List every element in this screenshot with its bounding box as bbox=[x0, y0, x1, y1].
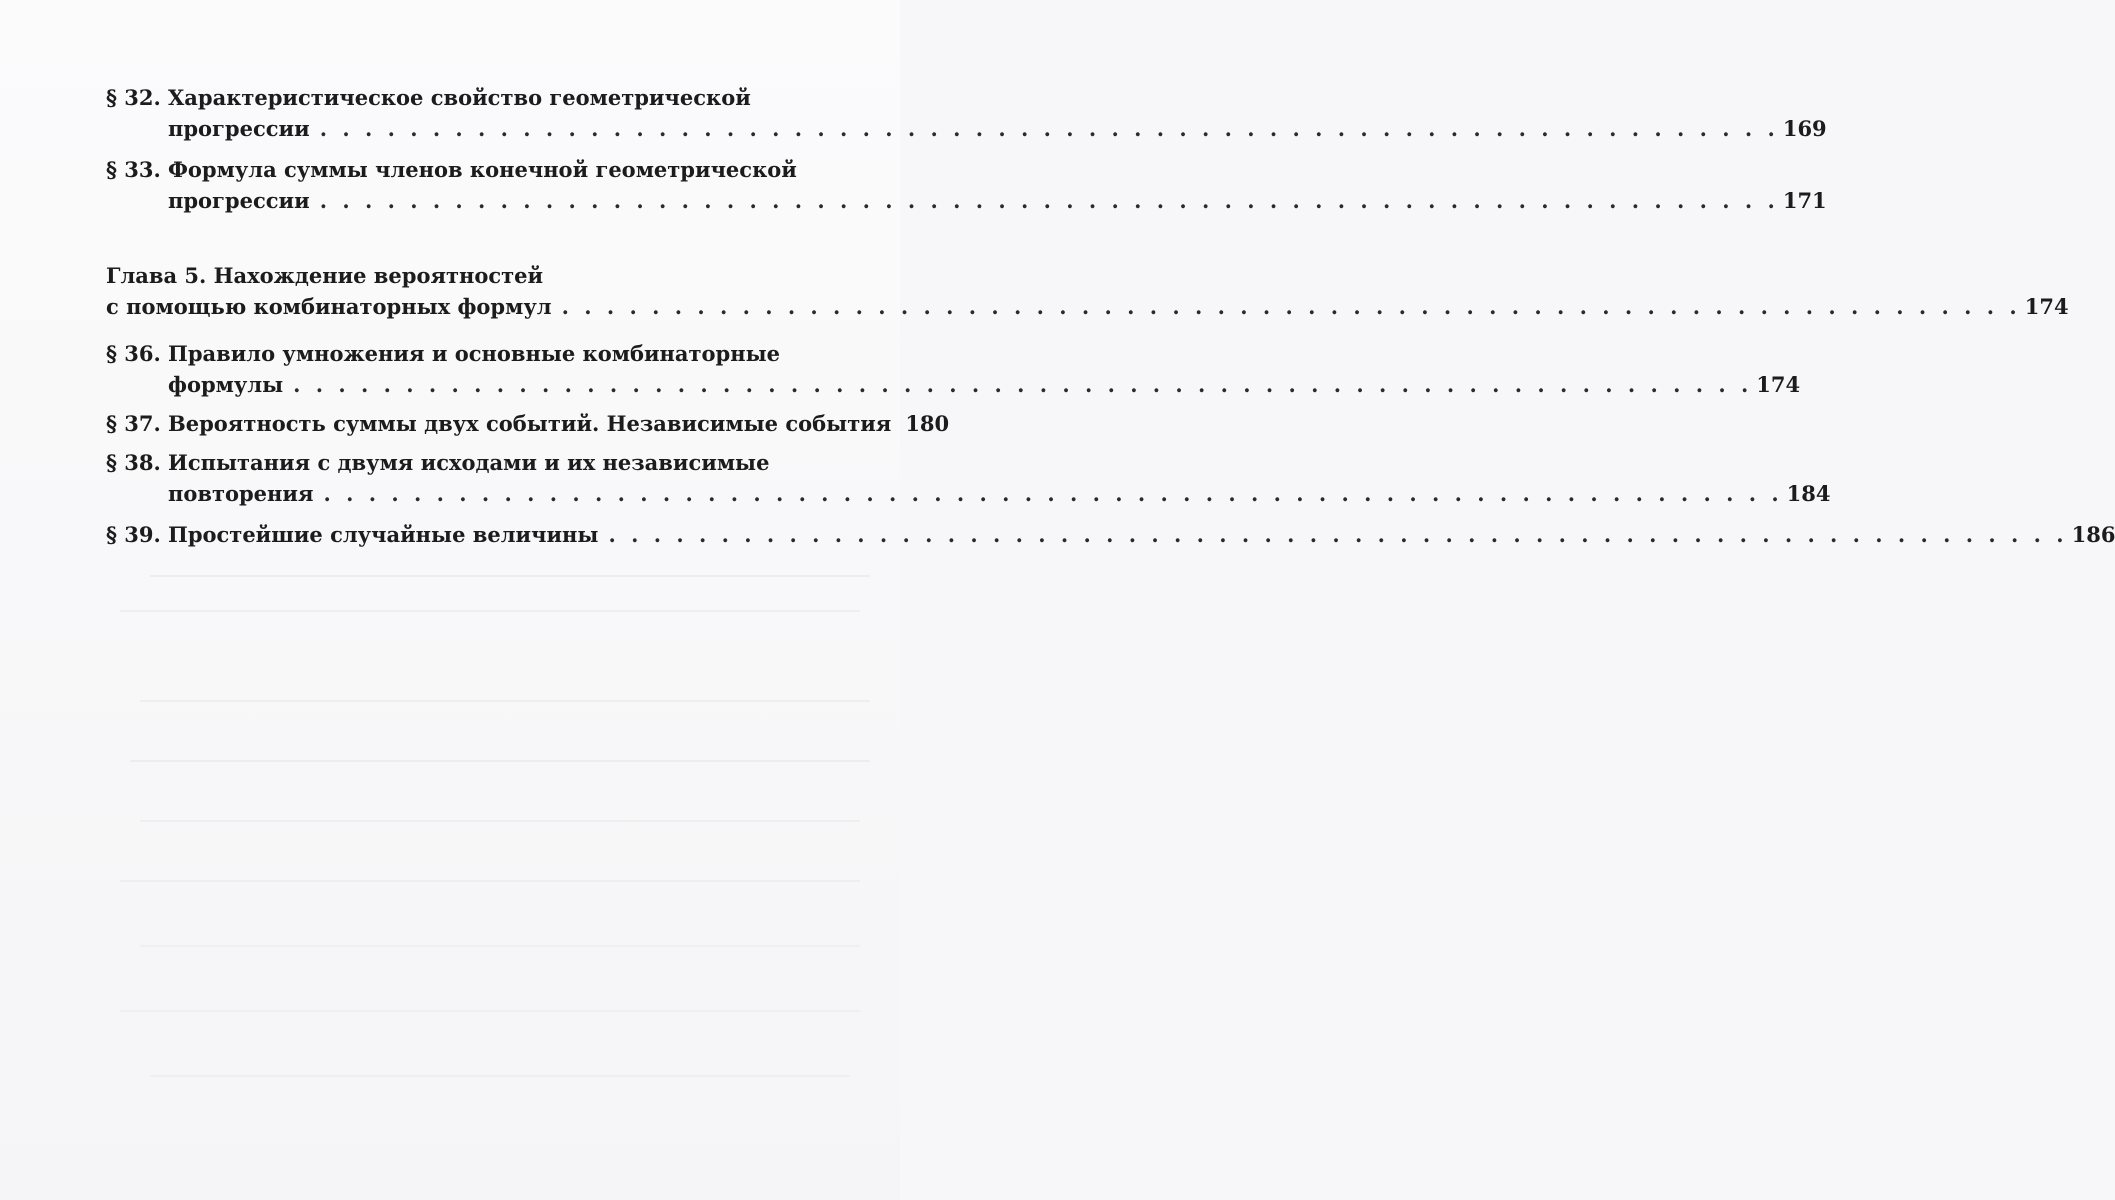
entry-title-line: Характеристическое свойство геометрической bbox=[168, 85, 751, 110]
entry-title-line: Вероятность суммы двух событий. Независимые события bbox=[168, 411, 892, 436]
chapter-title-line: Глава 5. Нахождение вероятностей bbox=[106, 263, 544, 288]
section-number: § 37. bbox=[106, 411, 161, 436]
entry-title-line: формулы bbox=[168, 372, 284, 397]
table-of-contents bbox=[106, 82, 2115, 550]
dot-leader: . . . . . . . . . . . . . . . . . . . . . . . . . . . . . . . . . . . . . . . . . . . . . . . . . . . . . . . . . . . . . . . . . bbox=[561, 294, 2021, 319]
dot-leader: . . . . . . . . . . . . . . . . . . . . . . . . . . . . . . . . . . . . . . . . . . . . . . . . . . . . . . . . . . . . . . . . . bbox=[323, 481, 1783, 506]
page-number: 186 bbox=[2071, 522, 2115, 547]
dot-leader: . . . . . . . . . . . . . . . . . . . . . . . . . . . . . . . . . . . . . . . . . . . . . . . . . . . . . . . . . . . . . . . . . bbox=[319, 188, 1779, 213]
toc-entry-36[interactable] bbox=[106, 338, 1801, 400]
toc-entry-33[interactable] bbox=[106, 154, 1827, 216]
page-number: 171 bbox=[1782, 188, 1827, 213]
toc-entry-37[interactable] bbox=[106, 408, 950, 439]
dot-leader: . . . . . . . . . . . . . . . . . . . . . . . . . . . . . . . . . . . . . . . . . . . . . . . . . . . . . . . . . . . . . . . . . bbox=[608, 522, 2068, 547]
page-number: 184 bbox=[1786, 481, 1831, 506]
page-number: 174 bbox=[2024, 294, 2069, 319]
page-number: 169 bbox=[1782, 116, 1827, 141]
entry-title-line: Формула суммы членов конечной геометрической bbox=[168, 157, 797, 182]
entry-title-line: Правило умножения и основные комбинаторные bbox=[168, 341, 781, 366]
section-number: § 32. bbox=[106, 85, 161, 110]
toc-chapter-5[interactable] bbox=[106, 260, 2069, 322]
dot-leader: . . . . . . . . . . . . . . . . . . . . . . . . . . . . . . . . . . . . . . . . . . . . . . . . . . . . . . . . . . . . . . . . . bbox=[293, 372, 1753, 397]
toc-entry-38[interactable] bbox=[106, 447, 1831, 509]
entry-title-line: Испытания с двумя исходами и их независимые bbox=[168, 450, 770, 475]
entry-title-line: повторения bbox=[168, 481, 314, 506]
entry-title-line: Простейшие случайные величины bbox=[168, 522, 599, 547]
toc-entry-32[interactable] bbox=[106, 82, 1827, 144]
section-number: § 33. bbox=[106, 157, 161, 182]
dot-leader: . . . . . . . . . . . . . . . . . . . . . . . . . . . . . . . . . . . . . . . . . . . . . . . . . . . . . . . . . . . . . . . . . bbox=[319, 116, 1779, 141]
section-number: § 36. bbox=[106, 341, 161, 366]
section-number: § 39. bbox=[106, 522, 161, 547]
page-number: 180 bbox=[905, 411, 950, 436]
toc-entry-39[interactable] bbox=[106, 519, 2115, 550]
chapter-title-line: с помощью комбинаторных формул bbox=[106, 294, 552, 319]
entry-title-line: прогрессии bbox=[168, 116, 310, 141]
entry-title-line: прогрессии bbox=[168, 188, 310, 213]
section-number: § 38. bbox=[106, 450, 161, 475]
page-number: 174 bbox=[1756, 372, 1801, 397]
